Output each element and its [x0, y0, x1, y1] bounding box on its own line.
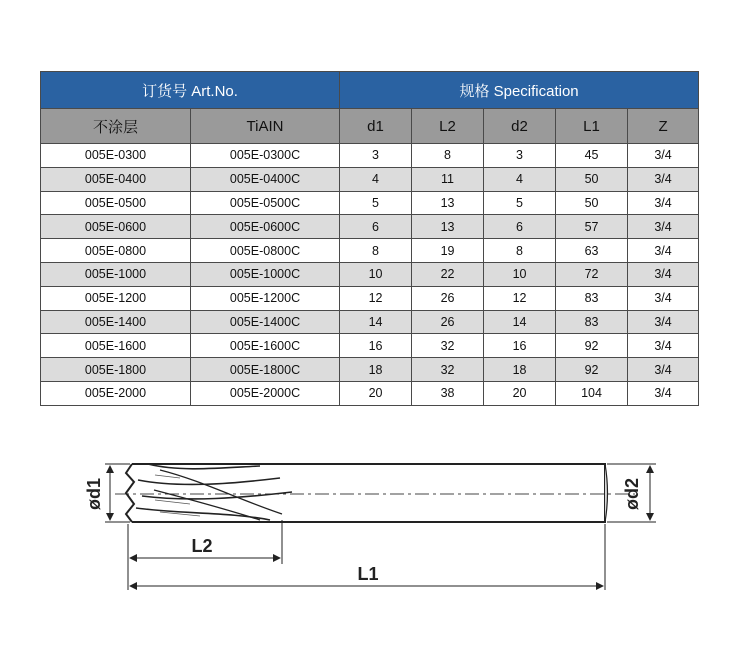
table-cell: 005E-0600: [41, 215, 191, 239]
table-cell: 19: [412, 239, 484, 263]
table-cell: 57: [556, 215, 628, 239]
d2-label: ød2: [622, 477, 642, 511]
table-cell: 16: [340, 334, 412, 358]
table-cell: 32: [412, 358, 484, 382]
table-cell: 8: [412, 144, 484, 168]
table-cell: 45: [556, 144, 628, 168]
table-cell: 005E-1200C: [191, 286, 340, 310]
table-cell: 5: [484, 191, 556, 215]
table-cell: 6: [340, 215, 412, 239]
table-cell: 005E-1800C: [191, 358, 340, 382]
end-mill-body: [126, 464, 608, 522]
table-row: [41, 215, 699, 239]
table-cell: 005E-0300: [41, 144, 191, 168]
table-cell: 12: [484, 286, 556, 310]
table-cell: 3/4: [628, 381, 699, 405]
table-row: [41, 334, 699, 358]
table-cell: 22: [412, 262, 484, 286]
table-cell: 14: [484, 310, 556, 334]
table-cell: 3/4: [628, 286, 699, 310]
table-cell: 14: [340, 310, 412, 334]
table-cell: 26: [412, 286, 484, 310]
table-cell: 005E-1400: [41, 310, 191, 334]
table-cell: 3/4: [628, 239, 699, 263]
specification-header: 规格 Specification: [340, 72, 699, 109]
table-cell: 3/4: [628, 310, 699, 334]
table-cell: 83: [556, 310, 628, 334]
column-header: L2: [412, 109, 484, 144]
table-cell: 005E-1600: [41, 334, 191, 358]
specification-table: [40, 71, 699, 406]
table-cell: 3: [340, 144, 412, 168]
table-cell: 8: [484, 239, 556, 263]
table-cell: 005E-1000: [41, 262, 191, 286]
table-row: [41, 286, 699, 310]
column-header: d2: [484, 109, 556, 144]
column-header: L1: [556, 109, 628, 144]
table-cell: 6: [484, 215, 556, 239]
table-cell: 10: [484, 262, 556, 286]
l2-label: L2: [191, 536, 213, 556]
table-cell: 11: [412, 167, 484, 191]
table-row: [41, 358, 699, 382]
group-header-row: [41, 72, 699, 109]
table-cell: 005E-0600C: [191, 215, 340, 239]
table-cell: 16: [484, 334, 556, 358]
table-cell: 005E-1200: [41, 286, 191, 310]
table-cell: 3/4: [628, 358, 699, 382]
table-cell: 005E-0500C: [191, 191, 340, 215]
table-row: [41, 167, 699, 191]
table-cell: 38: [412, 381, 484, 405]
table-cell: 18: [484, 358, 556, 382]
table-cell: 63: [556, 239, 628, 263]
table-row: [41, 262, 699, 286]
table-cell: 20: [340, 381, 412, 405]
table-cell: 4: [340, 167, 412, 191]
table-row: [41, 144, 699, 168]
table-cell: 13: [412, 191, 484, 215]
table-cell: 3/4: [628, 262, 699, 286]
table-cell: 92: [556, 358, 628, 382]
table-cell: 26: [412, 310, 484, 334]
table-cell: 5: [340, 191, 412, 215]
table-cell: 18: [340, 358, 412, 382]
table-row: [41, 381, 699, 405]
table-cell: 3: [484, 144, 556, 168]
table-cell: 104: [556, 381, 628, 405]
table-cell: 12: [340, 286, 412, 310]
table-cell: 005E-1000C: [191, 262, 340, 286]
table-cell: 50: [556, 191, 628, 215]
table-cell: 005E-0400C: [191, 167, 340, 191]
table-cell: 3/4: [628, 215, 699, 239]
table-cell: 3/4: [628, 191, 699, 215]
table-row: [41, 310, 699, 334]
table-cell: 005E-0300C: [191, 144, 340, 168]
d1-label: ød1: [84, 477, 104, 511]
table-cell: 005E-2000C: [191, 381, 340, 405]
table-cell: 005E-0800C: [191, 239, 340, 263]
table-cell: 005E-0800: [41, 239, 191, 263]
table-cell: 50: [556, 167, 628, 191]
l1-label: L1: [357, 564, 379, 584]
end-mill-drawing: [60, 440, 670, 610]
column-header: d1: [340, 109, 412, 144]
table-cell: 005E-0500: [41, 191, 191, 215]
column-header: TiAIN: [191, 109, 340, 144]
table-cell: 005E-2000: [41, 381, 191, 405]
table-cell: 005E-1400C: [191, 310, 340, 334]
art-no-header: 订货号 Art.No.: [41, 72, 340, 109]
table-cell: 005E-1600C: [191, 334, 340, 358]
table-cell: 83: [556, 286, 628, 310]
table-cell: 4: [484, 167, 556, 191]
table-cell: 72: [556, 262, 628, 286]
table-cell: 3/4: [628, 144, 699, 168]
table-cell: 3/4: [628, 167, 699, 191]
table-cell: 10: [340, 262, 412, 286]
table-row: [41, 239, 699, 263]
table-cell: 92: [556, 334, 628, 358]
table-body: [41, 144, 699, 406]
column-header: 不涂层: [41, 109, 191, 144]
table-row: [41, 191, 699, 215]
column-header-row: [41, 109, 699, 144]
table-cell: 3/4: [628, 334, 699, 358]
column-header: Z: [628, 109, 699, 144]
table-cell: 005E-0400: [41, 167, 191, 191]
table-cell: 8: [340, 239, 412, 263]
table-cell: 005E-1800: [41, 358, 191, 382]
table-cell: 13: [412, 215, 484, 239]
table-cell: 20: [484, 381, 556, 405]
table-cell: 32: [412, 334, 484, 358]
